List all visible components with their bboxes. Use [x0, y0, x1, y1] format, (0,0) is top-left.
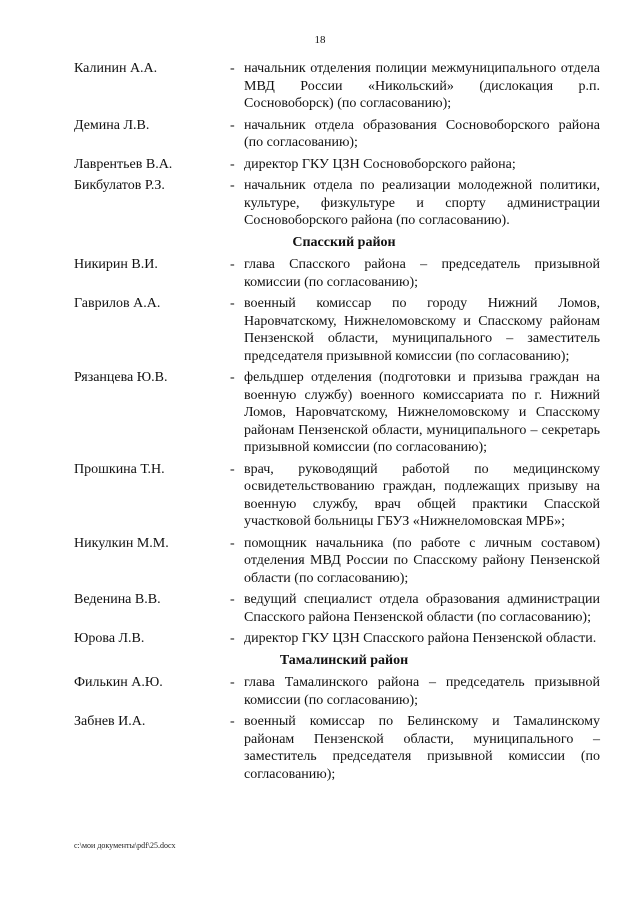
member-role: глава Спасского района – председатель призывной комиссии (по согласованию); — [244, 257, 600, 290]
commission-member-entry — [74, 117, 600, 152]
member-name: Прошкина Т.Н. — [74, 461, 165, 477]
commission-member-entry — [74, 295, 600, 365]
commission-member-entry — [74, 591, 600, 626]
commission-member-entry — [74, 630, 600, 648]
member-name: Забнев И.А. — [74, 714, 146, 729]
member-name: Филькин А.Ю. — [74, 675, 163, 690]
member-name: Демина Л.В. — [74, 117, 150, 133]
dash-separator: - — [230, 714, 235, 729]
member-role: директор ГКУ ЦЗН Спасского района Пензенской области. — [244, 631, 597, 646]
section-heading: Тамалинский район — [279, 652, 409, 668]
member-role: начальник отдела по реализации молодежной политики, культуре, физкультуре и спорту администрации Сосновоборского района (по согласованию). — [244, 178, 600, 228]
member-role: фельдшер отделения (подготовки и призыва граждан на военную службу) военного комиссариата по г. Нижний Ломов, Наровчатскому, Нижнеломовскому и Спасскому районам Пензенской области, муниципального – секретарь призывной комиссии (по согласованию); — [244, 370, 600, 455]
dash-separator: - — [230, 592, 235, 607]
member-role: помощник начальника (по работе с личным составом) отделения МВД России по Спасскому району Пензенской области (по согласованию); — [244, 535, 600, 586]
member-name: Юрова Л.В. — [74, 631, 145, 646]
member-name: Лаврентьев В.А. — [74, 156, 173, 172]
dash-separator: - — [230, 296, 235, 311]
dash-separator: - — [230, 117, 235, 133]
dash-separator: - — [230, 257, 235, 272]
member-role: начальник отдела образования Сосновоборского района (по согласованию); — [244, 117, 600, 150]
dash-separator: - — [230, 156, 235, 172]
member-name: Рязанцева Ю.В. — [74, 370, 168, 385]
commission-member-entry — [74, 177, 600, 230]
document-body — [74, 60, 600, 787]
commission-member-entry — [74, 674, 600, 709]
member-role: военный комиссар по городу Нижний Ломов, Наровчатскому, Нижнеломовскому и Спасскому районам Пензенской области, муниципального – заместитель председателя призывной комиссии (по согласованию); — [244, 296, 600, 364]
member-name: Никирин В.И. — [74, 257, 158, 272]
commission-member-entry — [74, 461, 600, 531]
member-role: военный комиссар по Белинскому и Тамалинскому районам Пензенской области, муниципального – заместитель председателя призывной комиссии (по согласованию); — [244, 714, 600, 782]
member-role: врач, руководящий работой по медицинскому освидетельствованию граждан, подлежащих призыву на военную службу, врач общей практики Спасской участковой больницы ГБУЗ «Нижнеломовская МРБ»; — [244, 461, 600, 529]
page-number: 18 — [314, 34, 326, 46]
commission-member-entry — [74, 535, 600, 588]
member-name: Никулкин М.М. — [74, 535, 169, 551]
dash-separator: - — [230, 370, 235, 385]
commission-member-entry — [74, 256, 600, 291]
commission-member-entry — [74, 713, 600, 783]
member-role: директор ГКУ ЦЗН Сосновоборского района; — [244, 156, 516, 172]
commission-member-entry — [74, 60, 600, 113]
member-role: ведущий специалист отдела образования администрации Спасского района Пензенской области (по согласованию); — [244, 592, 600, 625]
dash-separator: - — [230, 61, 235, 76]
dash-separator: - — [230, 675, 235, 690]
member-name: Калинин А.А. — [74, 61, 158, 76]
member-name: Бикбулатов Р.З. — [74, 178, 165, 193]
member-role: глава Тамалинского района – председатель призывной комиссии (по согласованию); — [244, 675, 600, 708]
member-role: начальник отделения полиции межмуниципального отдела МВД России «Никольский» (дислокация р.п. Сосновоборск) (по согласованию); — [244, 61, 600, 111]
dash-separator: - — [230, 631, 235, 646]
dash-separator: - — [230, 178, 235, 193]
section-heading: Спасский район — [292, 234, 396, 250]
member-name: Веденина В.В. — [74, 592, 161, 607]
footer-file-path: c:\мои документы\pdf\25.docx — [74, 841, 176, 850]
dash-separator: - — [230, 461, 235, 477]
dash-separator: - — [230, 535, 235, 551]
member-name: Гаврилов А.А. — [74, 296, 161, 311]
commission-member-entry — [74, 369, 600, 457]
commission-member-entry — [74, 156, 600, 174]
